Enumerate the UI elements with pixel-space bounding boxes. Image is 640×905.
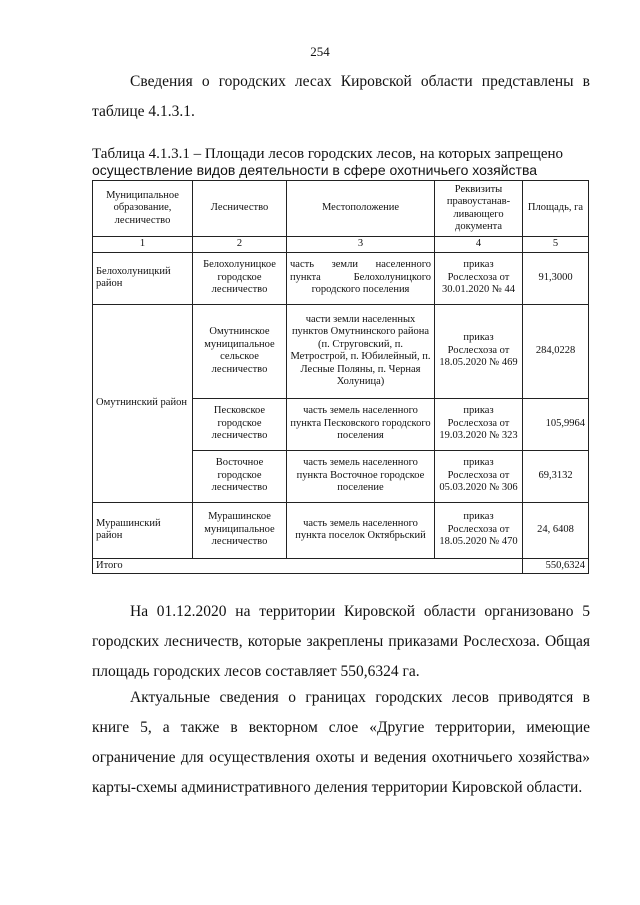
column-number-row [93, 237, 589, 253]
location-cell: часть земель населенного пункта поселок Октябрьский [287, 502, 435, 558]
paragraph-borders: Актуальные сведения о границах городских лесов приводятся в книге 5, а также в векторном слое «Другие территории, имеющие ограничение для осуществления охоты и ведения охотничьего хозяйства» карты-схемы административного деления территории Кировской области. [92, 689, 590, 796]
table-caption [92, 146, 592, 178]
intro-paragraph: Сведения о городских лесах Кировской области представлены в таблице 4.1.3.1. [92, 73, 590, 120]
page-number: 254 [310, 44, 330, 59]
total-value: 550,6324 [523, 558, 589, 574]
district-cell: Омутнинский район [93, 304, 193, 502]
caption-line-2: осуществление видов деятельности в сфере охотничьего хозяйства [92, 162, 538, 178]
header-area: Площадь, га [523, 181, 589, 237]
location-cell: часть земель населенного пункта Восточное городское поселение [287, 450, 435, 502]
document-cell: приказ Рослесхоза от 30.01.2020 № 44 [435, 252, 523, 304]
location-cell: часть земель населенного пункта Песковского городского поселения [287, 398, 435, 450]
document-cell: приказ Рослесхоза от 18.05.2020 № 470 [435, 502, 523, 558]
header-district: Муниципальное образование, лесничество [93, 181, 193, 237]
header-document: Реквизиты правоустанав-ливающего документа [435, 181, 523, 237]
table-row [93, 304, 589, 398]
forestry-cell: Мурашинское муниципальное лесничество [193, 502, 287, 558]
column-number: 1 [93, 237, 193, 253]
area-cell: 24, 6408 [523, 502, 589, 558]
area-cell: 69,3132 [523, 450, 589, 502]
area-cell: 105,9964 [523, 398, 589, 450]
caption-line-1: Таблица 4.1.3.1 – Площади лесов городских лесов, на которых запрещено [92, 146, 564, 162]
header-forestry: Лесничество [193, 181, 287, 237]
total-row [93, 558, 589, 574]
forestry-cell: Белохолуницкое городское лесничество [193, 252, 287, 304]
forestry-cell: Восточное городское лесничество [193, 450, 287, 502]
forestry-cell: Омутнинское муниципальное сельское лесничество [193, 304, 287, 398]
table-row [93, 252, 589, 304]
document-cell: приказ Рослесхоза от 18.05.2020 № 469 [435, 304, 523, 398]
table-row [93, 502, 589, 558]
forestry-cell: Песковское городское лесничество [193, 398, 287, 450]
location-cell: часть земли населенного пункта Белохолуницкого городского поселения [287, 252, 435, 304]
area-cell: 91,3000 [523, 252, 589, 304]
district-cell: Белохолуницкий район [93, 252, 193, 304]
column-number: 4 [435, 237, 523, 253]
header-location: Местоположение [287, 181, 435, 237]
document-cell: приказ Рослесхоза от 05.03.2020 № 306 [435, 450, 523, 502]
document-cell: приказ Рослесхоза от 19.03.2020 № 323 [435, 398, 523, 450]
column-number: 3 [287, 237, 435, 253]
column-number: 5 [523, 237, 589, 253]
district-cell: Мурашинский район [93, 502, 193, 558]
paragraph-lesnichestva: На 01.12.2020 на территории Кировской области организовано 5 городских лесничеств, которые закреплены приказами Рослесхоза. Общая площадь городских лесов составляет 550,6324 га. [92, 603, 590, 680]
column-number: 2 [193, 237, 287, 253]
table-header-row [93, 181, 589, 237]
total-label: Итого [93, 558, 523, 574]
location-cell: части земли населенных пунктов Омутнинского района (п. Струговский, п. Метрострой, п. Юбилейный, п. Лесные Поляны, п. Черная Холуница) [287, 304, 435, 398]
forest-areas-table [92, 180, 589, 574]
area-cell: 284,0228 [523, 304, 589, 398]
